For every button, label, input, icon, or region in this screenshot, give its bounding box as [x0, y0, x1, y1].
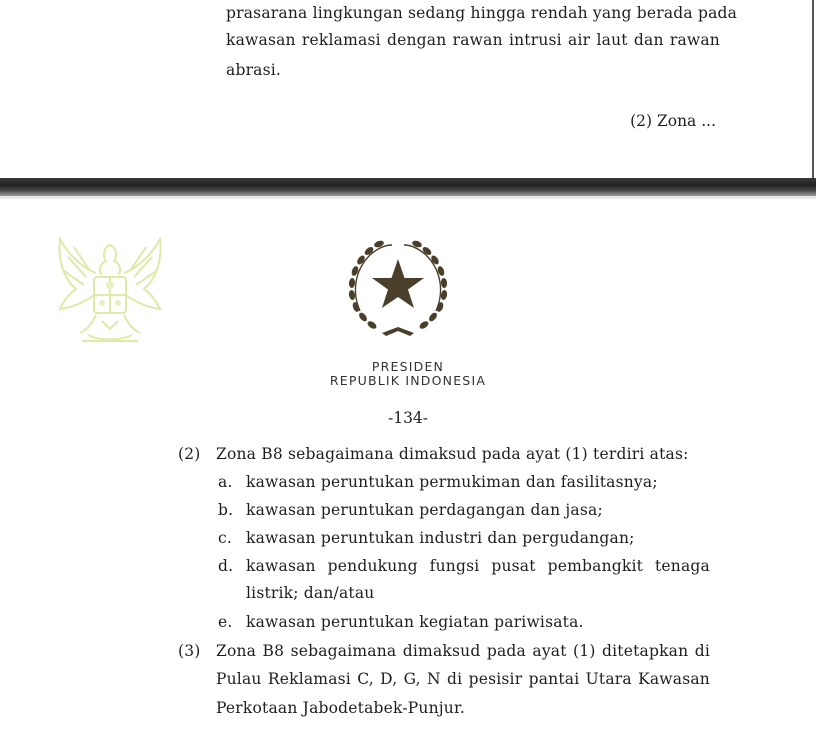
- list-letter: c.: [218, 529, 233, 547]
- list-text: kawasan peruntukan kegiatan pariwisata.: [246, 613, 584, 631]
- text-line: abrasi.: [226, 61, 282, 79]
- paragraph-2-heading: [0, 445, 816, 467]
- list-text: listrik; dan/atau: [246, 584, 375, 602]
- header-president: PRESIDEN: [371, 359, 445, 374]
- list-text: kawasan pendukung fungsi pusat pembangkit tenaga: [246, 557, 710, 575]
- paragraph-text: Zona B8 sebagaimana dimaksud pada ayat (1) ditetapkan di: [216, 642, 710, 660]
- presidential-seal-icon: [346, 237, 450, 339]
- list-text: kawasan peruntukan permukiman dan fasilitasnya;: [246, 473, 658, 491]
- list-item: [0, 613, 816, 635]
- page-separator: [0, 178, 816, 196]
- current-page: [0, 199, 816, 743]
- list-letter: e.: [218, 613, 233, 631]
- paragraph-text: Pulau Reklamasi C, D, G, N di pesisir pantai Utara Kawasan: [216, 670, 710, 688]
- list-text: kawasan peruntukan perdagangan dan jasa;: [246, 501, 603, 519]
- list-item: [0, 473, 816, 495]
- paragraph-3-line: [0, 699, 816, 721]
- paragraph-3-line: [0, 670, 816, 692]
- catchword: (2) Zona ...: [630, 112, 716, 130]
- list-item-continuation: [0, 584, 816, 606]
- page-number: -134-: [387, 409, 429, 427]
- list-item: [0, 501, 816, 523]
- list-item: [0, 557, 816, 579]
- list-item: [0, 529, 816, 551]
- paragraph-3-line: [0, 642, 816, 664]
- paragraph-number: (3): [178, 642, 201, 660]
- text-line: prasarana lingkungan sedang hingga rendah yang berada pada: [226, 4, 738, 22]
- list-letter: a.: [218, 473, 233, 491]
- paragraph-text: Perkotaan Jabodetabek-Punjur.: [216, 699, 466, 717]
- text-line: kawasan reklamasi dengan rawan intrusi air laut dan rawan: [226, 31, 720, 49]
- list-letter: b.: [218, 501, 234, 519]
- garuda-watermark-icon: [52, 237, 168, 351]
- list-text: kawasan peruntukan industri dan pergudangan;: [246, 529, 635, 547]
- header-republic: REPUBLIK INDONESIA: [329, 373, 487, 388]
- paragraph-text: Zona B8 sebagaimana dimaksud pada ayat (1) terdiri atas:: [216, 445, 689, 463]
- list-letter: d.: [218, 557, 234, 575]
- previous-page-fragment: [0, 0, 814, 178]
- paragraph-number: (2): [178, 445, 201, 463]
